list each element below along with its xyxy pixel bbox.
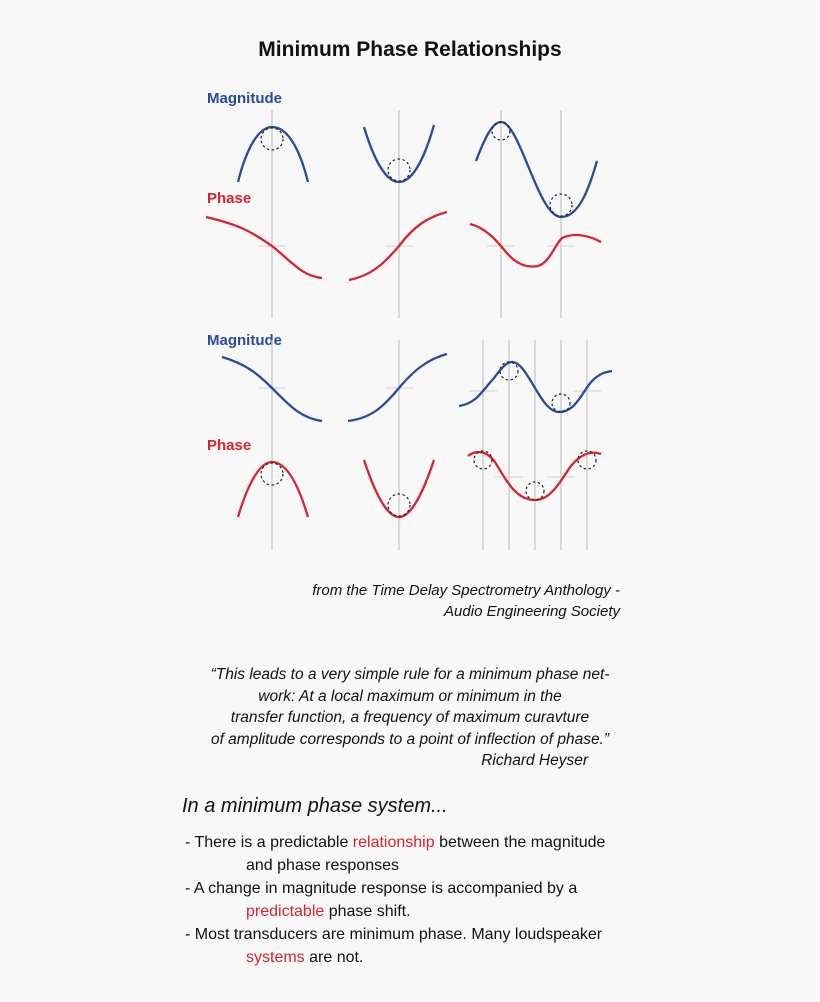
quote-line: “This leads to a very simple rule for a minimum phase net- (210, 666, 610, 683)
bottom-group (222, 340, 612, 550)
credit-line: Audio Engineering Society (444, 603, 620, 620)
bullet-text: between the magnitude (434, 834, 606, 851)
bullet-text: - A change in magnitude response is accompanied by a (185, 880, 578, 897)
quote-line: of amplitude corresponds to a point of inflection of phase.” (210, 730, 610, 748)
phase-label-bottom: Phase (207, 437, 252, 454)
source-credit (312, 580, 620, 622)
phase-curve-dip-rise (470, 224, 601, 266)
bullet-item (185, 923, 605, 969)
bullet-text: phase shift. (324, 903, 411, 920)
top-group (206, 110, 601, 318)
bullet-text: - Most transducers are minimum phase. Many loudspeaker (185, 926, 603, 943)
magnitude-label-top: Magnitude (207, 90, 282, 107)
bullet-item (185, 877, 605, 923)
credit-line: from the Time Delay Spectrometry Anthology - (312, 582, 620, 599)
page-title: Minimum Phase Relationships (258, 38, 562, 61)
phase-curve-peak (238, 462, 308, 517)
bullet-text: and phase responses (246, 857, 399, 874)
bullet-text: - There is a predictable (185, 834, 353, 851)
highlight-text: relationship (352, 834, 435, 851)
section-heading: In a minimum phase system... (182, 795, 448, 817)
quote-author: Richard Heyser (481, 752, 588, 769)
phase-curve-falling (206, 217, 322, 278)
bullet-list (185, 831, 605, 969)
phase-curve-rising (349, 212, 447, 280)
magnitude-label-bottom: Magnitude (207, 332, 282, 349)
quote-line: work: At a local maximum or minimum in the (258, 687, 562, 705)
bullet-item (185, 831, 605, 877)
magnitude-curve-peak (238, 127, 308, 182)
heyser-quote (0, 664, 820, 772)
highlight-text: predictable (246, 903, 325, 920)
quote-line: transfer function, a frequency of maximum curavture (230, 709, 590, 726)
bullet-text: are not. (304, 949, 364, 966)
phase-label-top: Phase (207, 190, 252, 207)
highlight-text: systems (246, 949, 305, 966)
